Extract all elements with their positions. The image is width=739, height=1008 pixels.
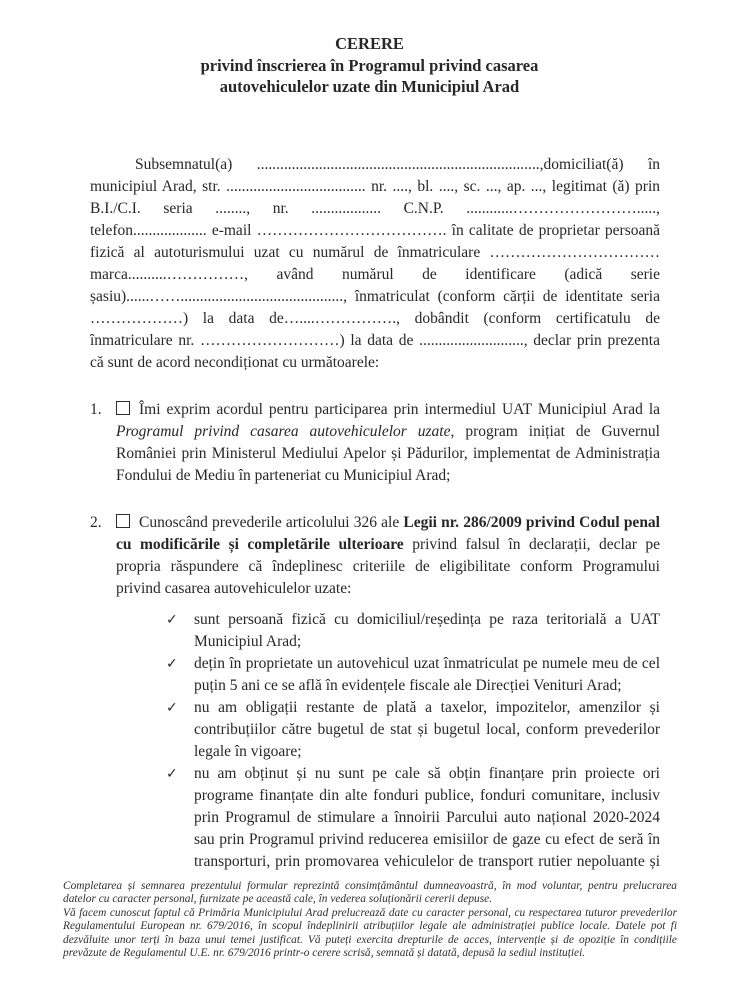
declaration-item-1 bbox=[90, 399, 660, 487]
document-body bbox=[90, 154, 660, 873]
declaration-list bbox=[90, 399, 660, 600]
declaration-text: privind falsul în declarații, declar pe propria răspundere că îndeplinesc criteriile de eligibilitate conform Programului privind casarea autovehiculelor uzate: bbox=[116, 535, 660, 597]
item-number: 1. bbox=[90, 400, 102, 418]
declaration-text: Cunoscând prevederile articolului 326 ale bbox=[139, 513, 404, 531]
eligibility-text: nu am obținut și nu sunt pe cale să obțin finanțare prin proiecte ori programe finanțate din alte fonduri publice, fonduri comunitare, inclusiv prin Programul de stimulare a înnoirii Parcului auto național 2020-2024 sau prin Programul privind reducerea emisiilor de gaze cu efect de seră în transporturi, prin promovarea vehiculelor de transport rutier nepoluante și bbox=[194, 764, 660, 870]
checkmark-icon: ✓ bbox=[166, 699, 178, 716]
eligibility-item bbox=[166, 609, 660, 653]
declaration-text: Îmi exprim acordul pentru participarea prin intermediul UAT Municipiul Arad la bbox=[139, 400, 660, 418]
applicant-details-paragraph: Subsemnatul(a) .........................................................................,domiciliat(ă) în municipiul Arad, str. .................................... nr. ...., bl. ...., sc. ..., ap. ..., legitimat (ă) prin B.I./C.I. seria ........, nr. .................. C.N.P. ............……………………....., telefon................... e-mail ………………………………. în calitate de proprietar persoană fizică al autoturismului uzat cu numărul de înmatriculare ……………………………marca..........……………, având numărul de identificare (adică serie șasiu)......…….........................................., înmatriculat (conform cărții de identitate seria ………………) la data de…....……………., dobândit (conform certificatulu de înmatriculare nr. ………………………) la data de ..........................., declar prin prezenta că sunt de acord necondiționat cu următoarele: bbox=[90, 155, 660, 371]
eligibility-text: nu am obligații restante de plată a taxelor, impozitelor, amenzilor și contribuțiilor către bugetul de stat și bugetul local, conform prevederilor legale în vigoare; bbox=[194, 698, 660, 760]
title-line-2: privind înscrierea în Programul privind casarea bbox=[200, 55, 539, 75]
checkbox-icon[interactable] bbox=[116, 514, 130, 528]
checkbox-icon[interactable] bbox=[116, 401, 130, 415]
checkmark-icon: ✓ bbox=[166, 765, 178, 782]
checkmark-icon: ✓ bbox=[166, 611, 178, 628]
item-number: 2. bbox=[90, 513, 102, 531]
checkmark-icon: ✓ bbox=[166, 655, 178, 672]
law-reference-bold: Legii nr. 286/2009 privind Codul penal cu modificările și completările ulterioare bbox=[116, 513, 660, 553]
program-name-italic: Programul privind casarea autovehiculelor uzate bbox=[116, 422, 451, 440]
gdpr-processing-paragraph: Vă facem cunoscut faptul că Primăria Municipiului Arad prelucrează date cu caracter personal, cu respectarea tuturor prevederilor Regulamentului European nr. 679/2016, în scopul îndeplinirii atribuțiilor legale ale administrației publice locale. Datele pot fi dezvăluite unor terți în baza unui temei justificat. Vă puteți exercita drepturile de acces, intervenție și de opoziție în condițiile prevăzute de Regulamentul U.E. nr. 679/2016 printr-o cerere scrisă, semnată și datată, depusă la sediul instituției. bbox=[63, 906, 677, 960]
eligibility-list bbox=[166, 609, 660, 873]
declaration-text: , program inițiat de Guvernul României prin Ministerul Mediului Apelor și Pădurilor, implementat de Administrația Fondului de Mediu în parteneriat cu Municipiul Arad; bbox=[116, 422, 660, 484]
declaration-item-2 bbox=[90, 512, 660, 600]
gdpr-footnote bbox=[63, 880, 677, 962]
document-title bbox=[0, 0, 739, 98]
eligibility-text: sunt persoană fizică cu domiciliul/reședința pe raza teritorială a UAT Municipiul Arad; bbox=[194, 610, 660, 650]
eligibility-item bbox=[166, 763, 660, 873]
title-line-1: CERERE bbox=[335, 34, 404, 53]
eligibility-item bbox=[166, 697, 660, 763]
eligibility-item bbox=[166, 653, 660, 697]
title-line-3: autovehiculelor uzate din Municipiul Arad bbox=[219, 77, 520, 96]
eligibility-text: dețin în proprietate un autovehicul uzat înmatriculat pe numele meu de cel puțin 5 ani ce se află în evidențele fiscale ale Direcției Venituri Arad; bbox=[194, 654, 660, 694]
gdpr-consent-paragraph: Completarea și semnarea prezentului formular reprezintă consimțământul dumneavoastră, în mod voluntar, pentru prelucrarea datelor cu caracter personal, furnizate pe această cale, în vederea soluționării cererii depuse. bbox=[63, 879, 677, 906]
